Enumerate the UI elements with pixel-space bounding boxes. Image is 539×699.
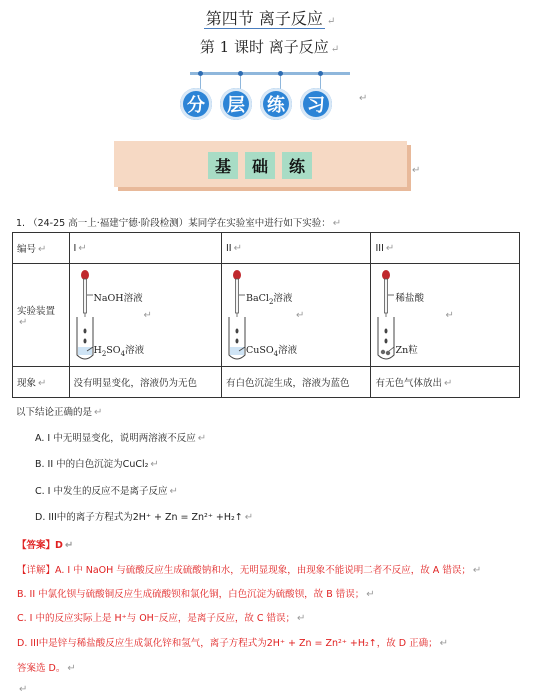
practice-bubbles [180, 88, 332, 120]
header-iii: III [375, 242, 384, 254]
lesson-title [0, 36, 539, 57]
table-header-row [13, 233, 520, 264]
option-d: D. III中的离子方程式为2H⁺ + Zn = Zn²⁺ +H₂↑ ↵ [35, 512, 254, 523]
apparatus-i [74, 265, 217, 365]
explanation-line: 【详解】A. I 中 NaOH 与硫酸反应生成硫酸钠和水，无明显现象，由现象不能说明二者不反应，故 A 错误； ↵ [17, 565, 482, 576]
question-prompt: 以下结论正确的是 ↵ [16, 407, 103, 418]
table-cell: I ↵ [69, 233, 221, 264]
banner-char: 练 [282, 152, 312, 179]
explanation-line: B. II 中氯化钡与硫酸铜反应生成硫酸钡和氯化铜，白色沉淀为硫酸钡，故 B 错误； ↵ [17, 589, 375, 600]
header-ii: II [225, 242, 232, 254]
paragraph-mark-icon: ↵ [445, 310, 454, 321]
paragraph-mark-icon: ↵ [19, 684, 28, 695]
experiment-table [12, 232, 520, 398]
table-cell: III ↵ [371, 233, 520, 264]
phenomenon-i: 没有明显变化，溶液仍为无色 [73, 378, 198, 389]
option-b: B. II 中的白色沉淀为CuCl₂ ↵ [35, 459, 159, 470]
paragraph-mark-icon: ↵ [359, 93, 368, 104]
table-cell: 现象 ↵ [13, 367, 70, 398]
section-title-text: 第四节 离子反应 [205, 9, 323, 28]
option-c: C. I 中发生的反应不是离子反应 ↵ [35, 486, 178, 497]
paragraph-mark-icon: ↵ [412, 165, 421, 176]
paragraph-mark-icon: ↵ [326, 16, 336, 27]
bubble-char: 分 [180, 88, 212, 120]
apparatus-ii [226, 265, 366, 365]
answer-label: 【答案】D ↵ [17, 540, 74, 551]
reagent-top: 稀盐酸 [395, 293, 424, 304]
phenomenon-iii: 有无色气体放出 [375, 378, 442, 389]
basic-practice-banner [114, 141, 407, 187]
table-cell [69, 367, 221, 398]
table-cell: 有无色气体放出 ↵ [371, 367, 520, 398]
section-title [0, 6, 539, 29]
reagent-bottom: CuSO$_4$溶液 [245, 345, 298, 358]
table-cell [371, 264, 520, 367]
banner-char: 基 [208, 152, 238, 179]
apparatus-iii [375, 265, 515, 365]
table-row-phenomena [13, 367, 520, 398]
header-number: 编号 [17, 244, 37, 255]
table-cell: 编号 ↵ [13, 233, 70, 264]
table-cell [221, 264, 370, 367]
decorative-rail [190, 72, 350, 75]
bubble-char: 练 [260, 88, 292, 120]
reagent-top: BaCl$_2$溶液 [245, 293, 293, 306]
reagent-bottom: $H_2SO_4$溶液 [93, 345, 145, 358]
phenomena-label: 现象 [17, 378, 37, 389]
table-cell [221, 367, 370, 398]
explanation-line: D. III中是锌与稀盐酸反应生成氯化锌和氢气，离子方程式为2H⁺ + Zn = Zn²⁺ +H₂↑，故 D 正确； ↵ [17, 638, 448, 649]
table-cell: 实验装置↵ [13, 264, 70, 367]
apparatus-label: 实验装置 [17, 305, 56, 317]
question-stem [16, 215, 341, 229]
banner-char: 础 [245, 152, 275, 179]
bubble-char: 层 [220, 88, 252, 120]
paragraph-mark-icon: ↵ [330, 44, 340, 55]
lesson-title-text: 第 1 课时 离子反应 [199, 38, 329, 56]
header-i: I [73, 242, 77, 254]
phenomenon-ii: 有白色沉淀生成，溶液为蓝色 [225, 378, 350, 389]
explanation-line: C. I 中的反应实际上是 H⁺与 OH⁻反应，是离子反应，故 C 错误； ↵ [17, 613, 306, 624]
table-cell: II ↵ [221, 233, 370, 264]
paragraph-mark-icon: ↵ [143, 310, 152, 321]
explanation-line: 答案选 D。 ↵ [17, 663, 76, 674]
option-a: A. I 中无明显变化，说明两溶液不反应 ↵ [35, 433, 207, 444]
question-text: 1. （24-25 高一上·福建宁德·阶段检测）某同学在实验室中进行如下实验： [16, 218, 331, 229]
paragraph-mark-icon: ↵ [332, 218, 342, 229]
paragraph-mark-icon: ↵ [295, 310, 305, 321]
reagent-bottom: Zn粒 [395, 345, 418, 356]
bubble-char: 习 [300, 88, 332, 120]
table-row-apparatus [13, 264, 520, 367]
prompt-text: 以下结论正确的是 [16, 407, 93, 418]
table-cell [69, 264, 221, 367]
reagent-top: NaOH溶液 [93, 293, 143, 304]
